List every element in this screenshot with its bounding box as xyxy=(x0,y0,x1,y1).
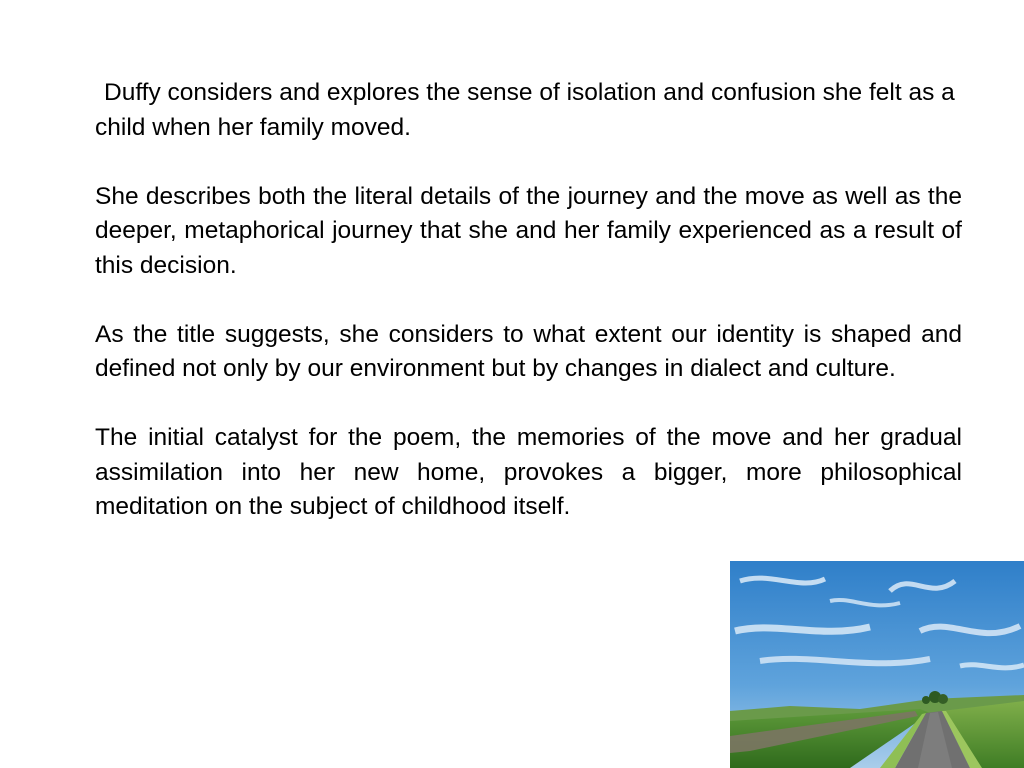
paragraph-identity: As the title suggests, she considers to what extent our identity is shaped and defined not only by our environment but by changes in dialect and culture. xyxy=(95,320,962,382)
paragraph-journey: She describes both the literal details of the journey and the move as well as the deeper, metaphorical journey that she and her family experienced as a result of this decision. xyxy=(95,182,962,279)
paragraph-catalyst: The initial catalyst for the poem, the memories of the move and her gradual assimilation into her new home, provokes a bigger, more philosophical meditation on the subject of childhood itself. xyxy=(95,424,962,520)
paragraph-intro: Duffy considers and explores the sense of isolation and confusion she felt as a child when her family moved. xyxy=(95,79,955,141)
body-text xyxy=(95,76,962,559)
country-road-photo xyxy=(730,561,1024,768)
